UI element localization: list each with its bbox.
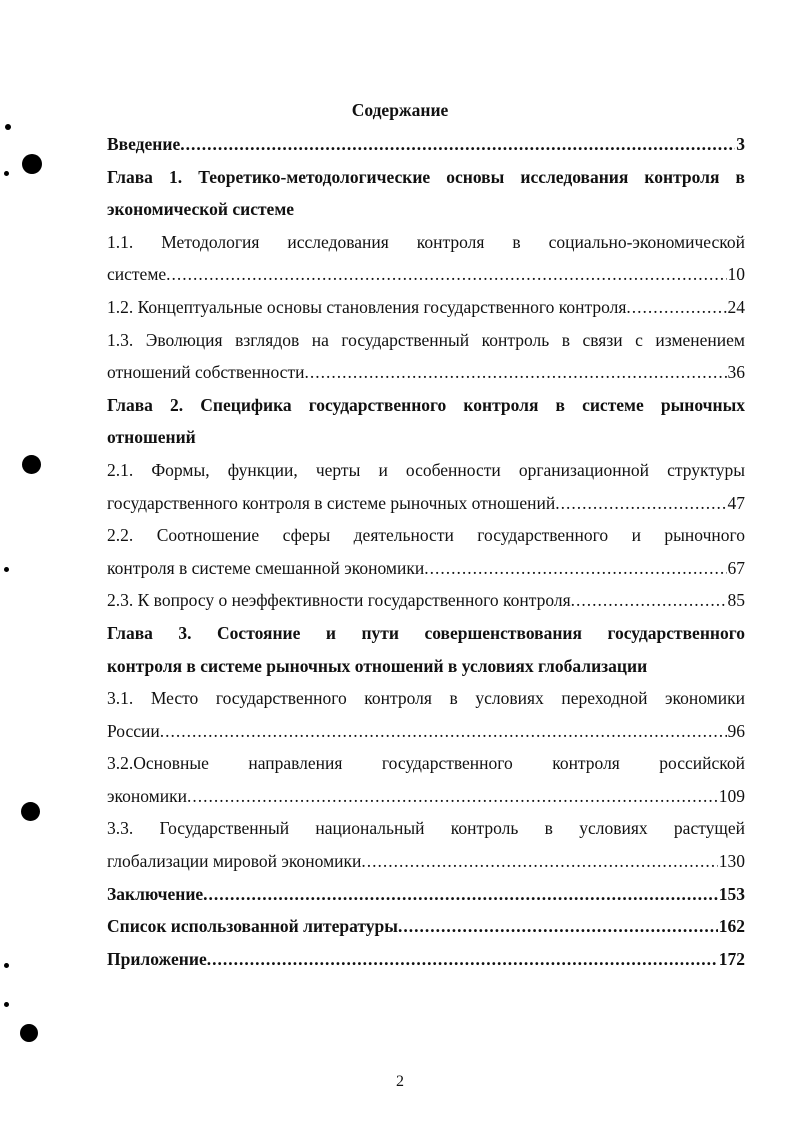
toc-entry-title: глобализации мировой экономики: [107, 851, 362, 872]
dot-leader: [555, 487, 726, 520]
toc-line: Глава 3. Состояние и пути совершенствования государственного: [107, 622, 745, 643]
toc-line: [107, 356, 745, 389]
dot-leader: [361, 845, 717, 878]
toc-line: [107, 258, 745, 291]
toc-line: [107, 910, 745, 943]
toc-entry-page: 10: [727, 264, 745, 285]
toc-entry-page: 109: [718, 785, 745, 806]
dot-leader: [207, 943, 718, 976]
toc-line: 1.1. Методология исследования контроля в социально-экономической: [107, 231, 745, 252]
dot-leader: [180, 128, 735, 161]
toc-entry-page: 162: [718, 916, 745, 937]
toc-entry-title: Список использованной литературы: [107, 916, 398, 937]
toc-entry-title: Приложение: [107, 948, 207, 969]
toc-line: [107, 552, 745, 585]
toc-entry-page: 3: [736, 134, 745, 154]
toc-entry-page: 67: [727, 557, 745, 578]
dot-leader: [424, 552, 726, 585]
dot-leader: [571, 584, 727, 617]
toc-line: контроля в системе рыночных отношений в условиях глобализации: [107, 655, 648, 676]
toc-entry-title: государственного контроля в системе рыночных отношений: [107, 492, 556, 513]
dot-leader: [304, 356, 726, 389]
toc-line: [107, 584, 745, 617]
toc-line: [107, 715, 745, 748]
toc-entry-page: 47: [727, 492, 745, 513]
dot-leader: [187, 780, 718, 813]
toc-entry-page: 153: [718, 883, 745, 904]
toc-entry-page: 96: [727, 720, 745, 741]
dot-leader: [626, 291, 726, 324]
toc-line: отношений: [107, 427, 196, 448]
toc-line: 2.1. Формы, функции, черты и особенности организационной структуры: [107, 459, 745, 480]
toc-entry-title: России: [107, 720, 160, 741]
scan-speck: [4, 567, 9, 572]
toc-line: [107, 845, 745, 878]
toc-line: 3.1. Место государственного контроля в условиях переходной экономики: [107, 688, 745, 709]
toc-line: 1.3. Эволюция взглядов на государственный контроль в связи с изменением: [107, 329, 745, 350]
toc-line: [107, 128, 745, 161]
toc-line: [107, 780, 745, 813]
scan-speck: [4, 1002, 9, 1007]
table-of-contents: [107, 128, 745, 975]
page-number: 2: [396, 1073, 404, 1090]
binder-hole: [20, 1024, 38, 1042]
toc-line: 3.3. Государственный национальный контроль в условиях растущей: [107, 818, 745, 839]
toc-entry-title: контроля в системе смешанной экономики: [107, 557, 425, 578]
toc-line: [107, 878, 745, 911]
toc-line: Глава 2. Специфика государственного контроля в системе рыночных: [107, 394, 745, 415]
dot-leader: [203, 878, 718, 911]
toc-line: [107, 943, 745, 976]
toc-entry-title: отношений собственности: [107, 362, 305, 383]
dot-leader: [160, 715, 727, 748]
scan-speck: [4, 963, 9, 968]
dot-leader: [398, 910, 718, 943]
scan-speck: [4, 171, 9, 176]
toc-line: Глава 1. Теоретико-методологические основы исследования контроля в: [107, 166, 745, 187]
toc-entry-title: Введение: [107, 134, 181, 154]
toc-entry-page: 172: [718, 948, 745, 969]
toc-entry-page: 130: [718, 851, 745, 872]
toc-line: экономической системе: [107, 199, 295, 220]
toc-line: 2.2. Соотношение сферы деятельности государственного и рыночного: [107, 525, 745, 546]
toc-entry-title: 1.2. Концептуальные основы становления государственного контроля: [107, 296, 627, 317]
binder-hole: [22, 455, 41, 474]
toc-entry-title: системе: [107, 264, 167, 285]
toc-entry-title: экономики: [107, 785, 187, 806]
toc-line: 3.2.Основные направления государственного контроля российской: [107, 753, 745, 774]
scan-speck: [5, 124, 11, 130]
binder-hole: [21, 802, 40, 821]
toc-line: [107, 291, 745, 324]
binder-hole: [22, 154, 42, 174]
toc-line: [107, 487, 745, 520]
toc-entry-page: 24: [727, 296, 745, 317]
toc-entry-page: 36: [727, 362, 745, 383]
toc-entry-title: 2.3. К вопросу о неэффективности государственного контроля: [107, 590, 571, 611]
dot-leader: [166, 258, 726, 291]
toc-entry-title: Заключение: [107, 883, 204, 904]
toc-entry-page: 85: [727, 590, 745, 611]
page-title: Содержание: [351, 100, 449, 120]
